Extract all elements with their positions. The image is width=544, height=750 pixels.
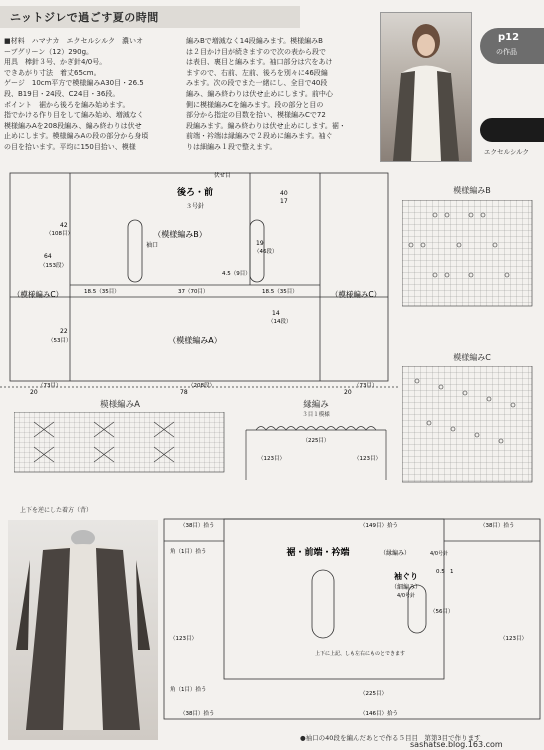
dim-width-center: 37（70目） bbox=[178, 289, 209, 295]
finishing-needle: 4/0号針 bbox=[430, 551, 449, 557]
finishing-subtitle: （縁編み） bbox=[380, 550, 411, 557]
pattern-b-grid bbox=[402, 200, 538, 312]
dim-73-right: （73目） bbox=[354, 383, 378, 389]
dim-14: 14 bbox=[272, 310, 280, 317]
dim-73-left: （73目） bbox=[38, 383, 62, 389]
materials-line: 指でかける作り目をして編み始め、増減なく bbox=[4, 111, 144, 120]
materials-line: 用具 棒針３号、かぎ針4/0号。 bbox=[4, 58, 107, 67]
instruction-line: は表目、裏目と編みます。袖口部分は穴をあけ bbox=[186, 58, 333, 67]
dim-78: 78 bbox=[180, 389, 188, 396]
vest-silhouette bbox=[8, 520, 158, 740]
instruction-line: みます。次の段でまた一緒にし、全目で40段 bbox=[186, 79, 328, 88]
count-56: （56目） bbox=[430, 609, 454, 615]
label-pattern-c-right: （模様編みC） bbox=[330, 290, 382, 299]
count-38-bottom: （38目）拾う bbox=[180, 711, 215, 717]
count-123-right: （123目） bbox=[500, 636, 527, 642]
materials-line: ゲージ 10cm平方で模様編みA30目・26.5 bbox=[4, 79, 144, 88]
edge-count-123-left: （123目） bbox=[258, 456, 285, 462]
sleeve-needle: 4/0号針 bbox=[396, 593, 416, 599]
materials-line: できあがり寸法 着丈65cm。 bbox=[4, 68, 101, 77]
yarn-label: エクセルシルク bbox=[484, 148, 530, 156]
count-38-top-left: （38目）拾う bbox=[180, 523, 215, 529]
pattern-a-grid bbox=[14, 412, 234, 502]
instruction-line: 側に模様編みCを編みます。段の部分と目の bbox=[186, 100, 324, 109]
dim-side-153: （153段） bbox=[40, 263, 67, 269]
materials-line: ーブグリーン（12）290g。 bbox=[4, 47, 94, 56]
badge-subtitle: の作品 bbox=[496, 48, 517, 56]
footer-note: ●袖口の40段を編んだあとで作る５目目 第第3目で作ります bbox=[300, 734, 481, 742]
count-225: （225目） bbox=[360, 691, 387, 697]
count-38-top-right: （38目）拾う bbox=[480, 523, 515, 529]
corner-pickup-bottom: 角（1目）拾う bbox=[170, 687, 207, 693]
materials-line: ■材料 ハマナカ エクセルシルク 濃いオ bbox=[4, 37, 143, 45]
materials-line: 止めにします。模様編みAの段の部分から身頃 bbox=[4, 132, 149, 141]
label-pattern-c-left: （模様編みC） bbox=[12, 290, 64, 299]
count-123-left: （123目） bbox=[170, 636, 197, 642]
page-badge bbox=[480, 28, 544, 64]
yarn-swatch bbox=[480, 118, 544, 142]
instruction-line: 編み、編み終わりは伏せ止めにします。前中心 bbox=[186, 89, 333, 98]
dim-4-5: 4.5（9目） bbox=[222, 271, 251, 277]
label-bind-off: 伏せ目 bbox=[214, 173, 231, 179]
dim-width-left: 18.5（35目） bbox=[84, 289, 120, 295]
edge-count-123-right: （123目） bbox=[354, 456, 381, 462]
materials-line: 段、B19目・24段、C24目・36段。 bbox=[4, 89, 120, 98]
dim-side-42: 42 bbox=[60, 222, 68, 229]
dim-14-rows: （14段） bbox=[268, 319, 292, 325]
pattern-c-grid bbox=[402, 366, 538, 488]
pattern-c-title: 模様編みC bbox=[453, 353, 491, 362]
finishing-title: 裾・前端・衿端 bbox=[286, 548, 350, 558]
pattern-a-title: 模様編みA bbox=[100, 400, 140, 410]
dim-top-40: 40 bbox=[280, 190, 288, 197]
finishing-note: 上下に上記、しも左右にものとできます bbox=[314, 651, 406, 657]
vest-photo bbox=[8, 520, 158, 740]
dim-bottom-22: 22 bbox=[60, 328, 68, 335]
schematic-title: 後ろ・前 bbox=[176, 188, 214, 198]
label-pattern-b: （模様編みB） bbox=[153, 230, 207, 239]
instruction-line: 編みBで増減なく14段編みます。模様編みB bbox=[186, 37, 323, 45]
instruction-line: 前端・衿端は縁編みで２段めに編みます。袖ぐ bbox=[186, 132, 333, 141]
dim-0-5: 0.5 bbox=[436, 569, 445, 575]
edge-diagram bbox=[236, 420, 396, 490]
label-pattern-a: （模様編みA） bbox=[168, 336, 222, 345]
edge-subtitle: ３目１模様 bbox=[302, 412, 330, 418]
edge-count-225: （225目） bbox=[302, 438, 330, 444]
materials-line: の目を拾います。平均に150目拾い、模様 bbox=[4, 142, 136, 151]
materials-text bbox=[4, 36, 180, 153]
dim-19: 19 bbox=[256, 240, 264, 247]
materials-line: ポイント 裾から後ろを編み始めます。 bbox=[4, 100, 130, 109]
materials-line: 模様編みAを208段編み、編み終わりは伏せ bbox=[4, 121, 142, 130]
page-title-bar bbox=[0, 6, 300, 28]
photo-caption: 上下を逆にした着方（背） bbox=[20, 507, 93, 514]
footer-site: sashatse.blog.163.com bbox=[410, 740, 503, 749]
model-photo bbox=[380, 12, 472, 162]
dim-1: 1 bbox=[450, 569, 454, 575]
label-sleeve-opening: 袖口 bbox=[146, 242, 159, 249]
sleeve-subtitle: （細編み） bbox=[390, 584, 422, 591]
dim-20-left: 20 bbox=[30, 389, 38, 396]
dim-side-108: （108目） bbox=[46, 231, 73, 237]
page-title: ニットジレで過ごす夏の時間 bbox=[10, 11, 159, 24]
dim-side-64: 64 bbox=[44, 253, 52, 260]
dim-top-17: 17 bbox=[280, 198, 288, 205]
instruction-line: ますので、右前、左前、後ろを別々に46段編 bbox=[186, 68, 328, 77]
finishing-diagram bbox=[160, 515, 544, 730]
instruction-line: 段編みます。編み終わりは伏せ止めにします。裾・ bbox=[186, 121, 346, 130]
instruction-line: 部分から指定の目数を拾い、模様編みCで72 bbox=[186, 111, 326, 120]
dim-20-right: 20 bbox=[344, 389, 352, 396]
main-schematic bbox=[0, 165, 400, 400]
instruction-line: は２目かけ目が続きますので次の表から段で bbox=[186, 47, 326, 56]
edge-title: 縁編み bbox=[303, 400, 329, 410]
dim-bottom-53: （53目） bbox=[48, 338, 72, 344]
instruction-line: りは細編み１段で整えます。 bbox=[186, 142, 277, 151]
count-149: （149目）拾う bbox=[360, 523, 398, 529]
model-silhouette bbox=[381, 13, 471, 161]
corner-pickup-top: 角（1目）拾う bbox=[170, 549, 207, 555]
dim-208: （208段） bbox=[188, 383, 215, 389]
instructions-text bbox=[186, 36, 376, 153]
sleeve-title: 袖ぐり bbox=[394, 572, 418, 581]
count-146: （146目）拾う bbox=[360, 711, 398, 717]
badge-page-number: p12 bbox=[498, 32, 520, 43]
dim-width-right: 18.5（35目） bbox=[262, 289, 298, 295]
dim-46: （46段） bbox=[254, 249, 278, 255]
schematic-needle: ３号針 bbox=[185, 203, 205, 210]
pattern-b-title: 模様編みB bbox=[453, 186, 491, 195]
